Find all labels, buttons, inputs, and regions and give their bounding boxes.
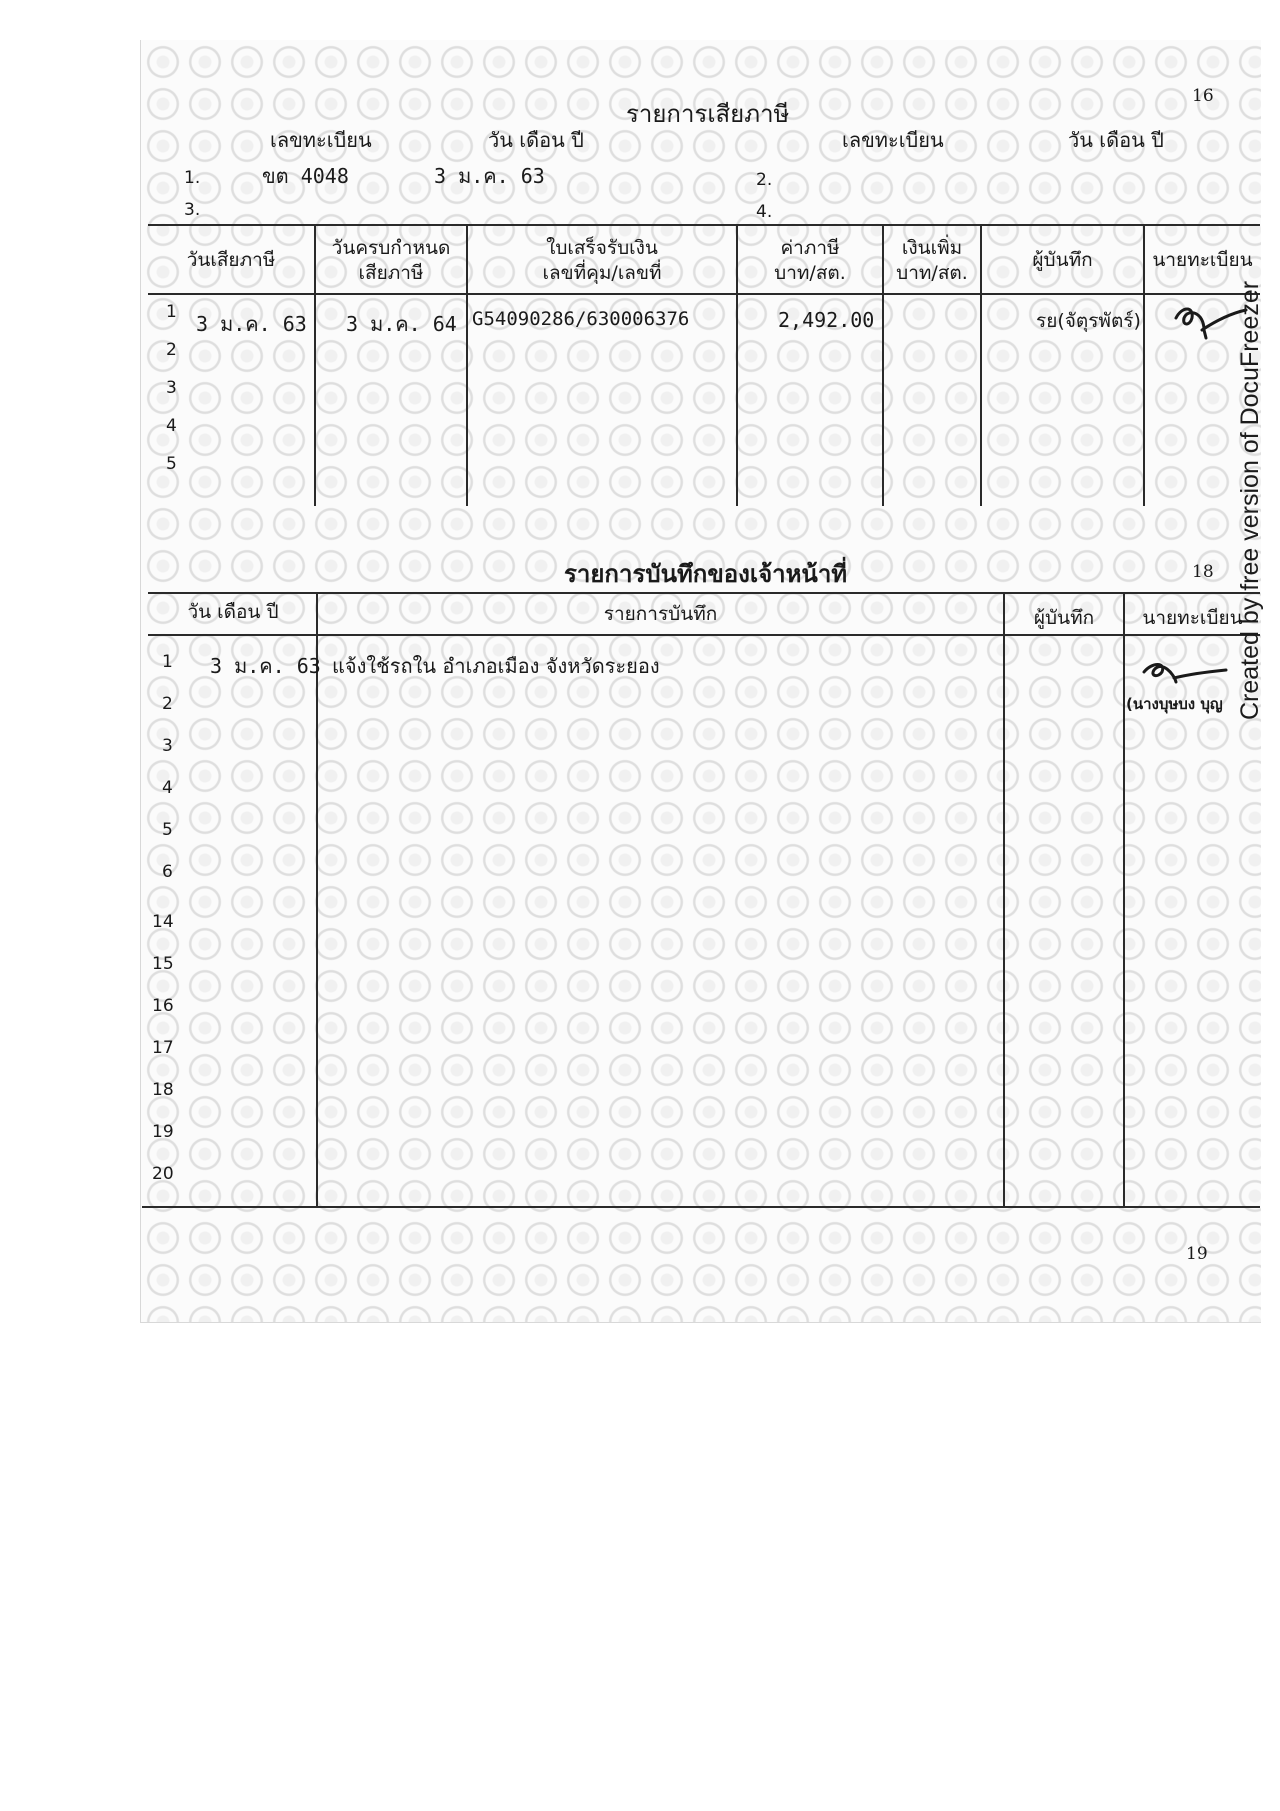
officer-section-title: รายการบันทึกของเจ้าหน้าที่ [564,560,848,588]
row-number: 4 [166,416,177,436]
officer-table-divider [1003,592,1005,1208]
row-number: 3 [166,378,177,398]
col-receipt: ใบเสร็จรับเงิน เลขที่คุม/เลขที่ [542,237,662,284]
date-header-left: วัน เดือน ปี [488,128,584,152]
tax-amount-value: 2,492.00 [778,308,875,332]
entry-record-value: แจ้งใช้รถใน อำเภอเมือง จังหวัดระยอง [332,654,660,678]
receipt-value: G54090286/630006376 [472,308,690,330]
page-number-middle: 18 [1192,562,1214,582]
officer-table-top-rule [148,592,1260,594]
col-registrar: นายทะเบียน [1152,249,1253,271]
row-number: 3 [162,736,173,756]
registration-date: 3 ม.ค. 63 [434,164,545,188]
col-recorder: ผู้บันทึก [1033,607,1095,629]
tax-date-value: 3 ม.ค. 63 [196,312,307,336]
row-number: 5 [166,454,177,474]
col-record: รายการบันทึก [603,603,718,625]
registrar-signature-icon [1140,656,1230,692]
col-registrar: นายทะเบียน [1142,607,1243,629]
officer-table-divider [316,592,318,1208]
page-number-top: 16 [1192,86,1214,106]
officer-table-bottom-rule [142,1206,1260,1208]
registration-number: 1. [184,168,201,188]
row-number: 1 [162,652,173,672]
page-number-bottom: 19 [1186,1244,1208,1264]
row-number: 17 [152,1038,174,1058]
date-header-right: วัน เดือน ปี [1068,128,1164,152]
col-due-date: วันครบกำหนด เสียภาษี [331,237,451,284]
col-surcharge: เงินเพิ่ม บาท/สต. [896,237,968,284]
officer-table-header-rule [148,634,1260,636]
row-number: 2 [162,694,173,714]
officer-table-divider [1123,592,1125,1208]
row-number: 14 [152,912,174,932]
row-number: 6 [162,862,173,882]
watermark-text: Created by free version of DocuFreezer [1236,280,1264,720]
tax-section-title: รายการเสียภาษี [626,100,790,128]
col-tax-date: วันเสียภาษี [186,249,276,271]
row-number: 16 [152,996,174,1016]
due-date-value: 3 ม.ค. 64 [346,312,457,336]
row-number: 5 [162,820,173,840]
row-number: 19 [152,1122,174,1142]
row-number: 2 [166,340,177,360]
reg-header-left: เลขทะเบียน [270,128,372,152]
row-number: 15 [152,954,174,974]
registration-number: 3. [184,200,201,220]
registration-plate: ขต 4048 [262,164,349,188]
row-number: 20 [152,1164,174,1184]
col-date: วัน เดือน ปี [187,601,279,623]
entry-date-value: 3 ม.ค. 63 [210,654,321,678]
col-tax-amount: ค่าภาษี บาท/สต. [774,237,846,284]
row-number: 1 [166,302,177,322]
row-number: 18 [152,1080,174,1100]
recorder-value: รย(จัตุรพัตร์) [1036,310,1141,332]
col-recorder: ผู้บันทึก [1032,249,1093,271]
registration-number: 2. [756,170,773,190]
registrar-name: (นางบุษบง บุญ [1126,695,1223,713]
reg-header-right: เลขทะเบียน [842,128,944,152]
row-number: 4 [162,778,173,798]
registration-number: 4. [756,202,773,222]
